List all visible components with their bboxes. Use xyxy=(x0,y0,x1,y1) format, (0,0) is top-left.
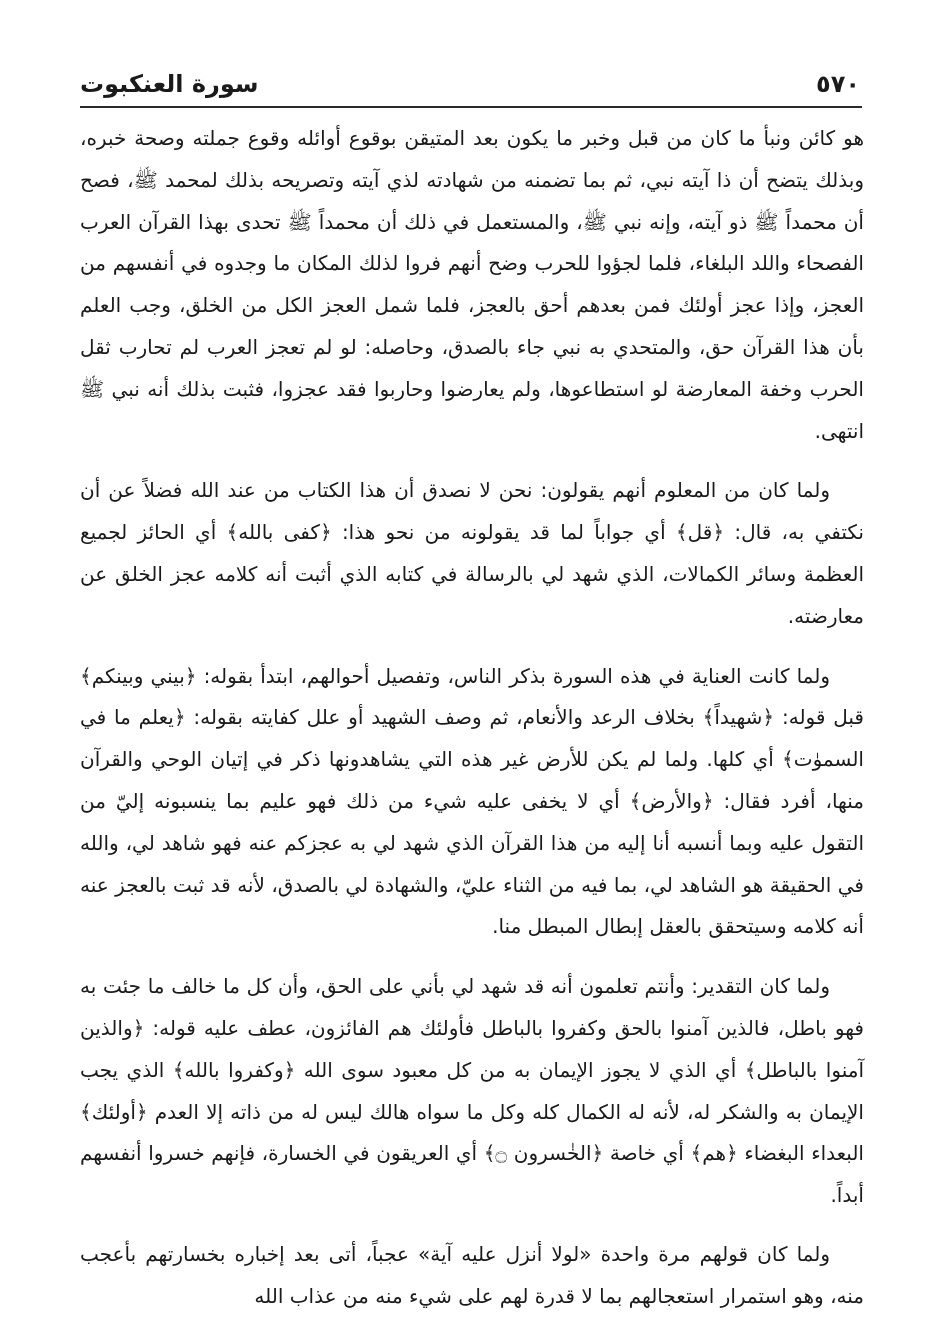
paragraph-1: هو كائن ونبأ ما كان من قبل وخبر ما يكون بعد المتيقن بوقوع أوائله وقوع جملته وصحة خبره، وبذلك يتضح أن ذا آيته نبي، ثم بما تضمنه من شهادته لذي آيته وتصريحه بذلك لمحمد ﷺ، فصح أن محمداً ﷺ ذو آيته، وإنه نبي ﷺ، والمستعمل في ذلك أن محمداً ﷺ تحدى بهذا القرآن العرب الفصحاء واللد البلغاء، فلما لجؤوا للحرب وضح أنهم فروا لذلك المكان ما وجدوه في أنفسهم من العجز، وإذا عجز أولئك فمن بعدهم أحق بالعجز، فلما شمل العجز الكل من الخلق، وجب العلم بأن هذا القرآن حق، والمتحدي به نبي جاء بالصدق، وحاصله: لو لم تعجز العرب لم تحارب ثقل الحرب وخفة المعارضة لو استطاعوها، ولم يعارضوا وحاربوا فقد عجزوا، فثبت بذلك أنه نبي ﷺ انتهى. xyxy=(80,126,864,443)
page-number: ٥٧٠ xyxy=(816,70,860,98)
surah-title: سورة العنكبوت xyxy=(80,70,259,98)
paragraph-3: ولما كانت العناية في هذه السورة بذكر الناس، وتفصيل أحوالهم، ابتدأ بقوله: ﴿بيني وبينكم﴾ قبل قوله: ﴿شهيداً﴾ بخلاف الرعد والأنعام، ثم وصف الشهيد أو علل كفايته بقوله: ﴿يعلم ما في السموٰت﴾ أي كلها. ولما لم يكن للأرض غير هذه التي يشاهدونها ذكر في إتيان الوحي والقرآن منها، أفرد فقال: ﴿والأرض﴾ أي لا يخفى عليه شيء من ذلك فهو عليم بما ينسبونه إليّ من التقول عليه وبما أنسبه أنا إليه من هذا القرآن الذي شهد لي به عجزكم عنه فهو شاهد لي، والله في الحقيقة هو الشاهد لي، بما فيه من الثناء عليّ، والشهادة لي بالصدق، لأنه قد ثبت بالعجز عنه أنه كلامه وسيتحقق بالعقل إبطال المبطل منا. xyxy=(80,663,864,939)
paragraph-2: ولما كان من المعلوم أنهم يقولون: نحن لا نصدق أن هذا الكتاب من عند الله فضلاً عن أن نكتفي به، قال: ﴿قل﴾ أي جواباً لما قد يقولونه من نحو هذا: ﴿كفى بالله﴾ أي الحائز لجميع العظمة وسائر الكمالات، الذي شهد لي بالرسالة في كتابه الذي أثبت أنه كلامه عجز الخلق عن معارضته. xyxy=(80,478,864,628)
page-header xyxy=(80,58,860,102)
paragraph-4: ولما كان التقدير: وأنتم تعلمون أنه قد شهد لي بأني على الحق، وأن كل ما خالف ما جئت به فهو باطل، فالذين آمنوا بالحق وكفروا بالباطل فأولئك هم الفائزون، عطف عليه قوله: ﴿والذين آمنوا بالباطل﴾ أي الذي لا يجوز الإيمان به من كل معبود سوى الله ﴿وكفروا بالله﴾ الذي يجب الإيمان به والشكر له، لأنه له الكمال كله وكل ما سواه هالك ليس له من ذاته إلا العدم ﴿أولئك﴾ البعداء البغضاء ﴿هم﴾ أي خاصة ﴿الخٰسرون ۝﴾ أي العريقون في الخسارة، فإنهم خسروا أنفسهم أبداً. xyxy=(80,974,864,1208)
paragraph-5: ولما كان قولهم مرة واحدة «لولا أنزل عليه آية» عجباً، أتى بعد إخباره بخسارتهم بأعجب منه، وهو استمرار استعجالهم بما لا قدرة لهم على شيء منه من عذاب الله xyxy=(80,1241,864,1308)
header-divider xyxy=(80,106,862,108)
page-body xyxy=(80,118,864,1318)
